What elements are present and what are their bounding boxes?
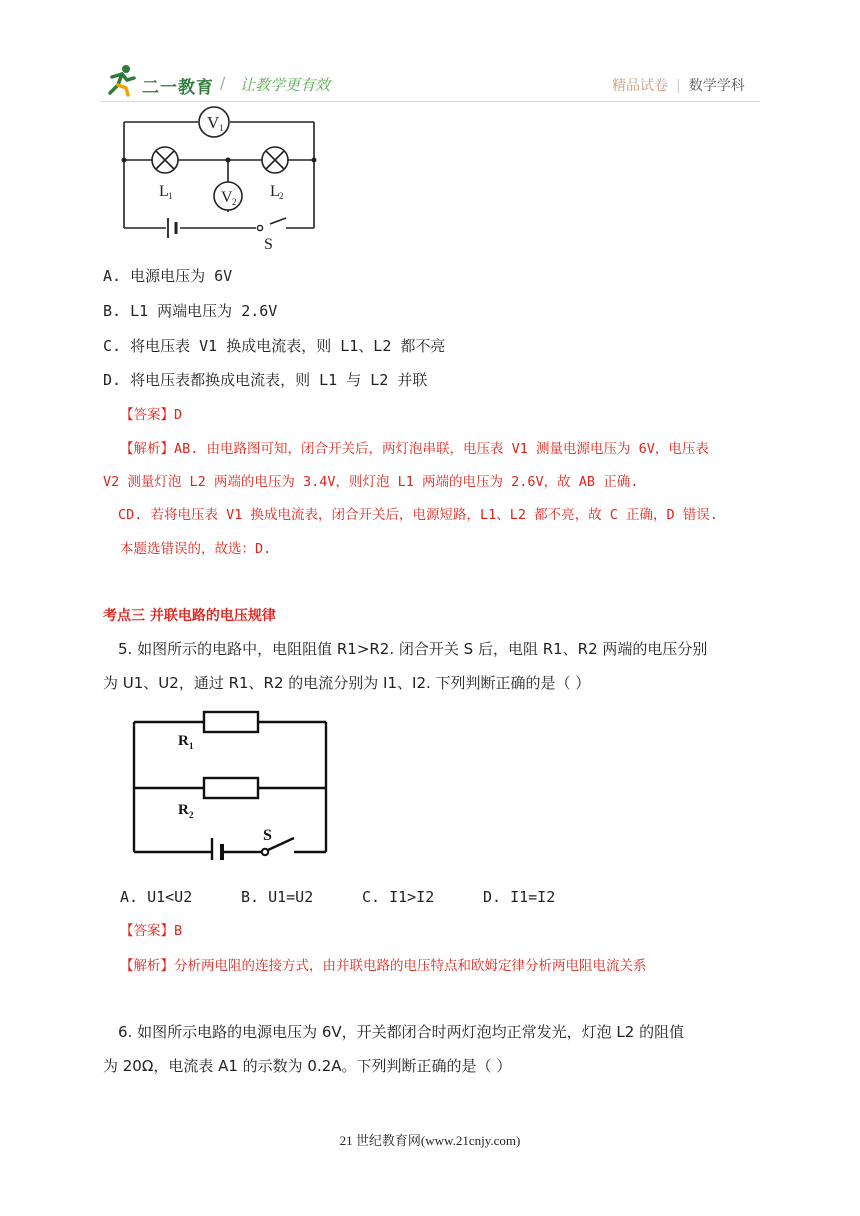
battery-icon	[212, 838, 222, 860]
q4-answer: 【答案】D	[120, 407, 183, 423]
switch-label: S	[263, 827, 272, 844]
lamp-l2-icon	[262, 147, 288, 173]
resistor-r1-icon	[204, 712, 258, 732]
header-separator: |	[676, 78, 681, 94]
l1-subscript: 1	[168, 191, 173, 201]
header	[0, 60, 860, 110]
v2-label: V	[221, 189, 233, 206]
r2-subscript: 2	[189, 810, 194, 820]
resistor-r2-icon	[204, 778, 258, 798]
footer-text: 21 世纪教育网(www.21cnjy.com)	[339, 1133, 521, 1148]
q5-option-b: B. U1=U2	[241, 888, 314, 906]
q4-analysis-line-1: 【解析】AB. 由电路图可知，闭合开关后，两灯泡串联，电压表 V1 测量电源电压为 6V，电压表	[120, 441, 709, 457]
q4-option-a: A. 电源电压为 6V	[103, 267, 233, 285]
battery-icon	[168, 218, 176, 238]
v1-label: V	[207, 113, 220, 132]
q4-analysis-line-2: V2 测量灯泡 L2 两端的电压为 3.4V，则灯泡 L1 两端的电压为 2.6V，故 AB 正确.	[103, 474, 639, 490]
runner-logo-icon	[104, 63, 138, 97]
switch-icon	[262, 849, 268, 855]
switch-label: S	[264, 236, 273, 253]
header-underline	[100, 101, 760, 102]
q4-analysis-line-4: 本题选错误的，故选：D.	[120, 541, 272, 557]
q5-stem-line-1: 5. 如图所示的电路中，电阻阻值 R1>R2. 闭合开关 S 后，电阻 R1、R2 两端的电压分别	[118, 640, 708, 658]
r2-label: R	[178, 802, 189, 818]
header-right	[612, 75, 745, 95]
r1-subscript: 1	[189, 741, 194, 751]
r1-label: R	[178, 733, 189, 749]
logo-text: 二一教育	[142, 78, 214, 98]
q5-answer: 【答案】B	[120, 923, 183, 939]
lamp-l1-icon	[152, 147, 178, 173]
q4-option-d: D. 将电压表都换成电流表，则 L1 与 L2 并联	[103, 371, 428, 389]
paper-type-label: 精品试卷	[612, 78, 668, 94]
q4-option-c: C. 将电压表 V1 换成电流表，则 L1、L2 都不亮	[103, 337, 446, 355]
l2-subscript: 2	[279, 191, 284, 201]
circuit-diagram-series	[110, 104, 330, 254]
q5-option-a: A. U1<U2	[120, 888, 193, 906]
q5-analysis: 【解析】分析两电阻的连接方式，由并联电路的电压特点和欧姆定律分析两电阻电流关系	[120, 958, 647, 974]
switch-icon	[257, 225, 262, 230]
l1-label: L	[159, 183, 169, 200]
q5-option-d: D. I1=I2	[483, 888, 556, 906]
q6-stem-line-1: 6. 如图所示电路的电源电压为 6V，开关都闭合时两灯泡均正常发光，灯泡 L2 的阻值	[118, 1023, 685, 1041]
q4-option-b: B. L1 两端电压为 2.6V	[103, 302, 278, 320]
header-divider: /	[220, 73, 226, 92]
q5-stem-line-2: 为 U1、U2，通过 R1、R2 的电流分别为 I1、I2. 下列判断正确的是（ ）	[103, 674, 591, 692]
circuit-diagram-parallel	[126, 706, 336, 860]
q6-stem-line-2: 为 20Ω，电流表 A1 的示数为 0.2A。下列判断正确的是（ ）	[103, 1057, 512, 1075]
v1-subscript: 1	[219, 123, 224, 133]
v2-subscript: 2	[232, 197, 237, 207]
q5-option-c: C. I1>I2	[362, 888, 435, 906]
subject-label: 数学学科	[688, 78, 745, 94]
voltmeter-v2-icon	[214, 182, 242, 212]
voltmeter-v1-icon	[199, 107, 229, 137]
q4-analysis-line-3: CD. 若将电压表 V1 换成电流表，闭合开关后，电源短路，L1、L2 都不亮，故 C 正确，D 错误.	[118, 507, 718, 523]
section-title: 考点三 并联电路的电压规律	[103, 608, 276, 624]
slogan: 让教学更有效	[240, 76, 331, 94]
l2-label: L	[270, 183, 280, 200]
